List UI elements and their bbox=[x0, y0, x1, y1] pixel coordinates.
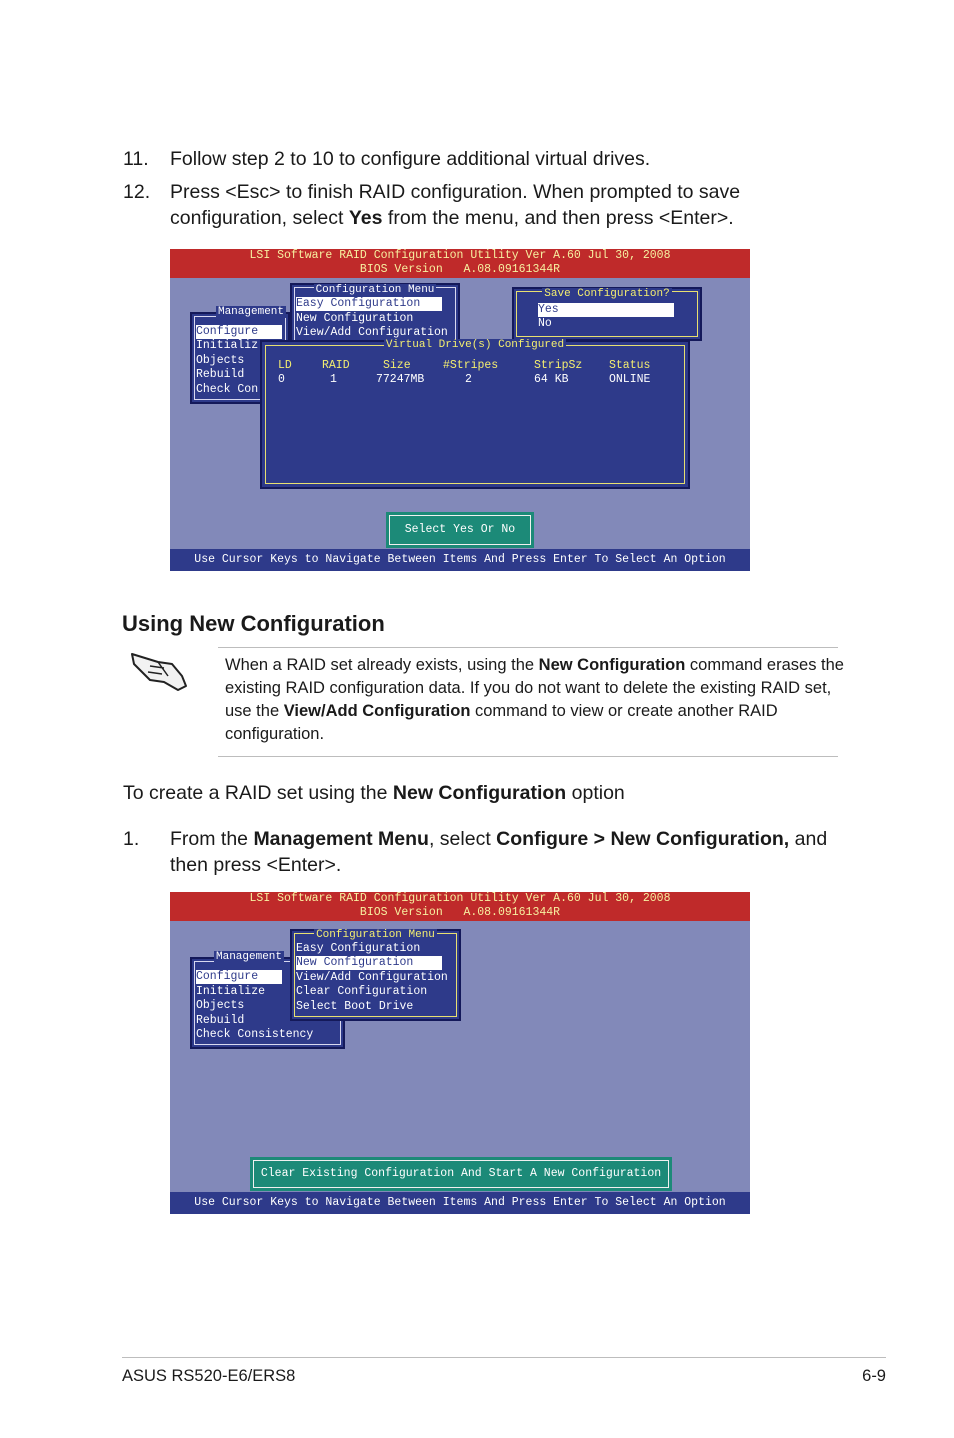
vd-cell-raid: 1 bbox=[330, 373, 337, 386]
config-item-easy[interactable]: Easy Configuration bbox=[296, 942, 421, 955]
menu-item-objects[interactable]: Objects bbox=[196, 354, 245, 367]
management-menu: Management Configure Initializ Objects Rebuild Check Con bbox=[190, 312, 290, 404]
menu-item-check-consistency[interactable]: Check Con bbox=[196, 383, 259, 396]
step-number: 1. bbox=[123, 828, 140, 850]
step-text-line2: then press <Enter>. bbox=[170, 854, 342, 876]
vd-header-ld: LD bbox=[278, 359, 292, 372]
step-text: Follow step 2 to 10 to configure additional virtual drives. bbox=[170, 148, 651, 170]
vd-header-raid: RAID bbox=[322, 359, 350, 372]
config-item-new[interactable]: New Configuration bbox=[296, 312, 414, 325]
vd-cell-size: 77247MB bbox=[376, 373, 425, 386]
vd-cell-stripes: 2 bbox=[465, 373, 472, 386]
intro-text: To create a RAID set using the New Configuration option bbox=[123, 782, 625, 804]
step-1 bbox=[123, 827, 843, 877]
configuration-menu: Configuration Menu Easy Configuration New Configuration View/Add Configuration Clear Configuration Select Boot Drive bbox=[290, 929, 461, 1021]
bios-header: LSI Software RAID Configuration Utility Ver A.60 Jul 30, 2008 BIOS Version A.08.09161344R bbox=[170, 249, 750, 278]
config-item-select-boot[interactable]: Select Boot Drive bbox=[296, 1000, 414, 1013]
note-text: When a RAID set already exists, using the New Configuration command erases the existing RAID configuration data. If you do not want to delete the existing RAID set, use the View/Add Configuration command to view or create another RAID configuration. bbox=[225, 656, 844, 743]
vd-cell-status: ONLINE bbox=[609, 373, 651, 386]
management-menu: Management Configure Initialize Objects Rebuild Check Consistency bbox=[190, 957, 345, 1049]
vd-header-status: Status bbox=[609, 359, 651, 372]
note-rule-top bbox=[218, 647, 838, 648]
menu-item-initialize[interactable]: Initialize bbox=[196, 985, 266, 998]
save-configuration-dialog: Save Configuration? Yes No bbox=[512, 287, 702, 341]
status-message: Select Yes Or No bbox=[386, 512, 534, 548]
footer-model: ASUS RS520-E6/ERS8 bbox=[122, 1367, 296, 1385]
menu-item-initialize[interactable]: Initializ bbox=[196, 339, 259, 352]
config-item-view-add[interactable]: View/Add Configuration bbox=[296, 971, 448, 984]
hand-note-icon bbox=[128, 646, 188, 694]
menu-item-objects[interactable]: Objects bbox=[196, 999, 245, 1012]
vd-header-stripes: #Stripes bbox=[443, 359, 499, 372]
status-message: Clear Existing Configuration And Start A New Configuration bbox=[250, 1157, 672, 1191]
bios-screen-new-config bbox=[170, 892, 750, 1214]
step-12 bbox=[123, 180, 823, 230]
footer-rule bbox=[122, 1357, 886, 1358]
menu-item-rebuild[interactable]: Rebuild bbox=[196, 368, 245, 381]
config-item-clear[interactable]: Clear Configuration bbox=[296, 985, 428, 998]
configuration-menu: Configuration Menu Easy Configuration New Configuration View/Add Configuration bbox=[290, 283, 460, 353]
config-item-easy[interactable]: Easy Configuration bbox=[296, 297, 442, 311]
vd-header-size: Size bbox=[383, 359, 411, 372]
section-heading: Using New Configuration bbox=[122, 611, 385, 636]
step-text: From the Management Menu, select Configure > New Configuration, and bbox=[170, 828, 828, 850]
step-text: Press <Esc> to finish RAID configuration. When prompted to save bbox=[170, 181, 741, 203]
menu-item-configure[interactable]: Configure bbox=[196, 970, 282, 984]
footer-page-number: 6-9 bbox=[862, 1367, 886, 1385]
virtual-drives-panel: Virtual Drive(s) Configured LD RAID Size #Stripes StripSz Status 0 1 77247MB 2 64 KB ONLINE bbox=[260, 340, 690, 489]
save-option-no[interactable]: No bbox=[538, 317, 552, 330]
config-item-view-add[interactable]: View/Add Configuration bbox=[296, 326, 448, 339]
bios-screen-save-config bbox=[170, 249, 750, 571]
save-option-yes[interactable]: Yes bbox=[538, 303, 674, 317]
config-item-new[interactable]: New Configuration bbox=[296, 956, 442, 970]
bios-footer: Use Cursor Keys to Navigate Between Items And Press Enter To Select An Option bbox=[170, 1192, 750, 1214]
bios-header: LSI Software RAID Configuration Utility Ver A.60 Jul 30, 2008 BIOS Version A.08.09161344R bbox=[170, 892, 750, 921]
vd-cell-stripsz: 64 KB bbox=[534, 373, 569, 386]
step-number: 12. bbox=[123, 181, 151, 203]
bios-footer: Use Cursor Keys to Navigate Between Items And Press Enter To Select An Option bbox=[170, 549, 750, 571]
menu-item-rebuild[interactable]: Rebuild bbox=[196, 1014, 245, 1027]
vd-cell-ld: 0 bbox=[278, 373, 285, 386]
note-rule-bottom bbox=[218, 756, 838, 757]
step-text-line2: configuration, select Yes from the menu, and then press <Enter>. bbox=[170, 207, 734, 229]
menu-item-check-consistency[interactable]: Check Consistency bbox=[196, 1028, 314, 1041]
menu-item-configure[interactable]: Configure bbox=[196, 325, 282, 339]
step-number: 11. bbox=[123, 148, 149, 170]
vd-header-stripsz: StripSz bbox=[534, 359, 583, 372]
step-11 bbox=[123, 147, 823, 172]
